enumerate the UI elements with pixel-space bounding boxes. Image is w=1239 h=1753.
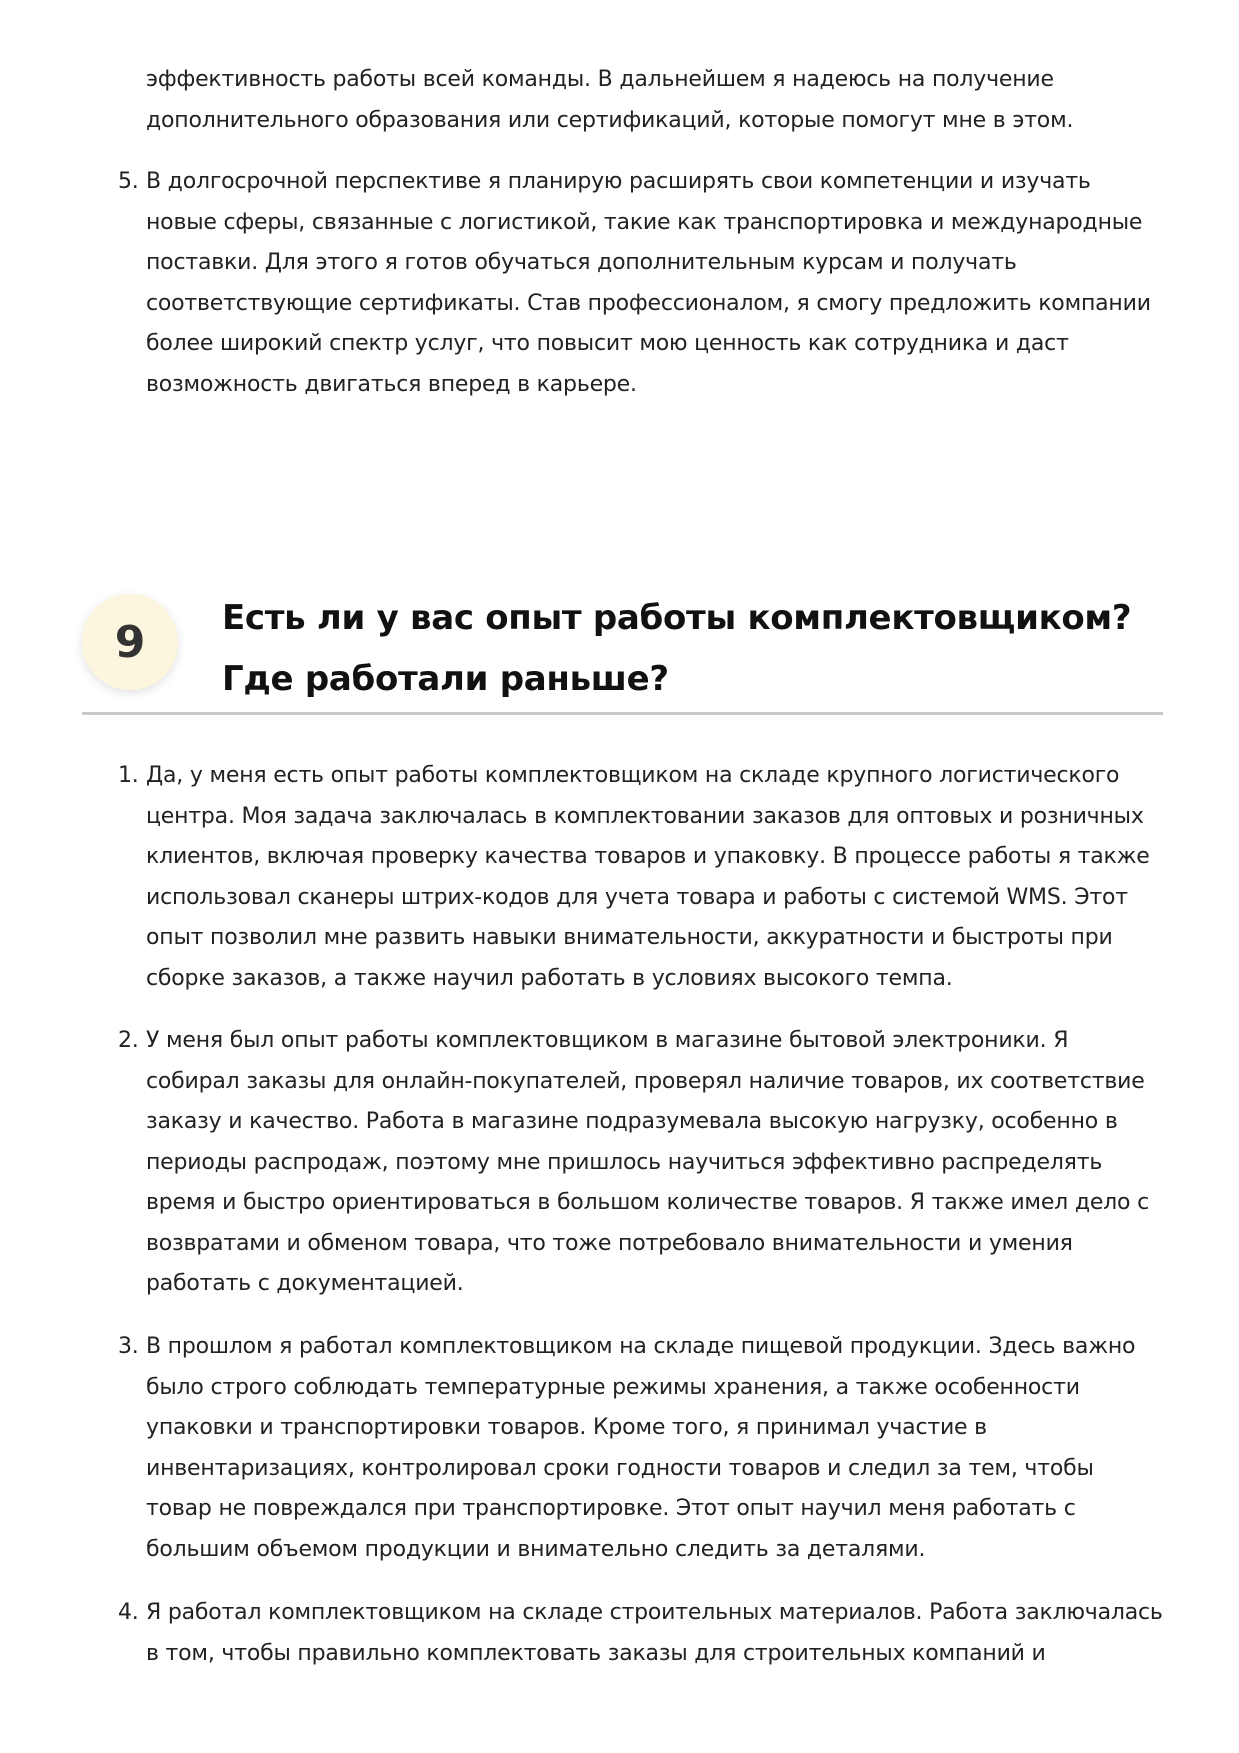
- list-item-text: Я работал комплектовщиком на складе строительных материалов. Работа заключалась в том, чтобы правильно комплектовать заказы для строительных компаний и: [146, 1600, 1163, 1666]
- list-item: [118, 756, 1166, 999]
- list-item-text: В прошлом я работал комплектовщиком на складе пищевой продукции. Здесь важно было строго соблюдать температурные режимы хранения, а также особенности упаковки и транспортировки товаров. Кроме того, я принимал участие в инвентаризациях, контролировал сроки годности товаров и следил за тем, чтобы товар не повреждался при транспортировке. Этот опыт научил меня работать с большим объемом продукции и внимательно следить за деталями.: [146, 1334, 1136, 1562]
- list-item-number: 2.: [118, 1028, 139, 1053]
- list-item: [118, 1593, 1166, 1674]
- section-number-badge: [82, 594, 178, 690]
- section-header: [82, 584, 1163, 715]
- list-item-number: 4.: [118, 1600, 139, 1625]
- section-number: 9: [114, 616, 146, 668]
- list-item-text: Да, у меня есть опыт работы комплектовщиком на складе крупного логистического центра. Моя задача заключалась в комплектовании заказов для оптовых и розничных клиентов, включая проверку качества товаров и упаковку. В процессе работы я также использовал сканеры штрих-кодов для учета товара и работы с системой WMS. Этот опыт позволил мне развить навыки внимательности, аккуратности и быстроты при сборке заказов, а также научил работать в условиях высокого темпа.: [146, 763, 1150, 991]
- list-item-number: 3.: [118, 1334, 139, 1359]
- list-item: [118, 1327, 1166, 1570]
- list-item: [118, 162, 1166, 405]
- list-item-number: 1.: [118, 763, 139, 788]
- continuation-paragraph: [146, 60, 1166, 141]
- continuation-text: эффективность работы всей команды. В дальнейшем я надеюсь на получение дополнительного образования или сертификаций, которые помогут мне в этом.: [146, 67, 1074, 133]
- section-title: Есть ли у вас опыт работы комплектовщиком? Где работали раньше?: [222, 598, 1132, 699]
- list-item-text: В долгосрочной перспективе я планирую расширять свои компетенции и изучать новые сферы, связанные с логистикой, такие как транспортировка и международные поставки. Для этого я готов обучаться дополнительным курсам и получать соответствующие сертификаты. Став профессионалом, я смогу предложить компании более широкий спектр услуг, что повысит мою ценность как сотрудника и даст возможность двигаться вперед в карьере.: [146, 169, 1151, 397]
- list-item: [118, 1021, 1166, 1305]
- list-item-number: 5.: [118, 169, 139, 194]
- list-item-text: У меня был опыт работы комплектовщиком в магазине бытовой электроники. Я собирал заказы для онлайн-покупателей, проверял наличие товаров, их соответствие заказу и качество. Работа в магазине подразумевала высокую нагрузку, особенно в периоды распродаж, поэтому мне пришлось научиться эффективно распределять время и быстро ориентироваться в большом количестве товаров. Я также имел дело с возвратами и обменом товара, что тоже потребовало внимательности и умения работать с документацией.: [146, 1028, 1149, 1296]
